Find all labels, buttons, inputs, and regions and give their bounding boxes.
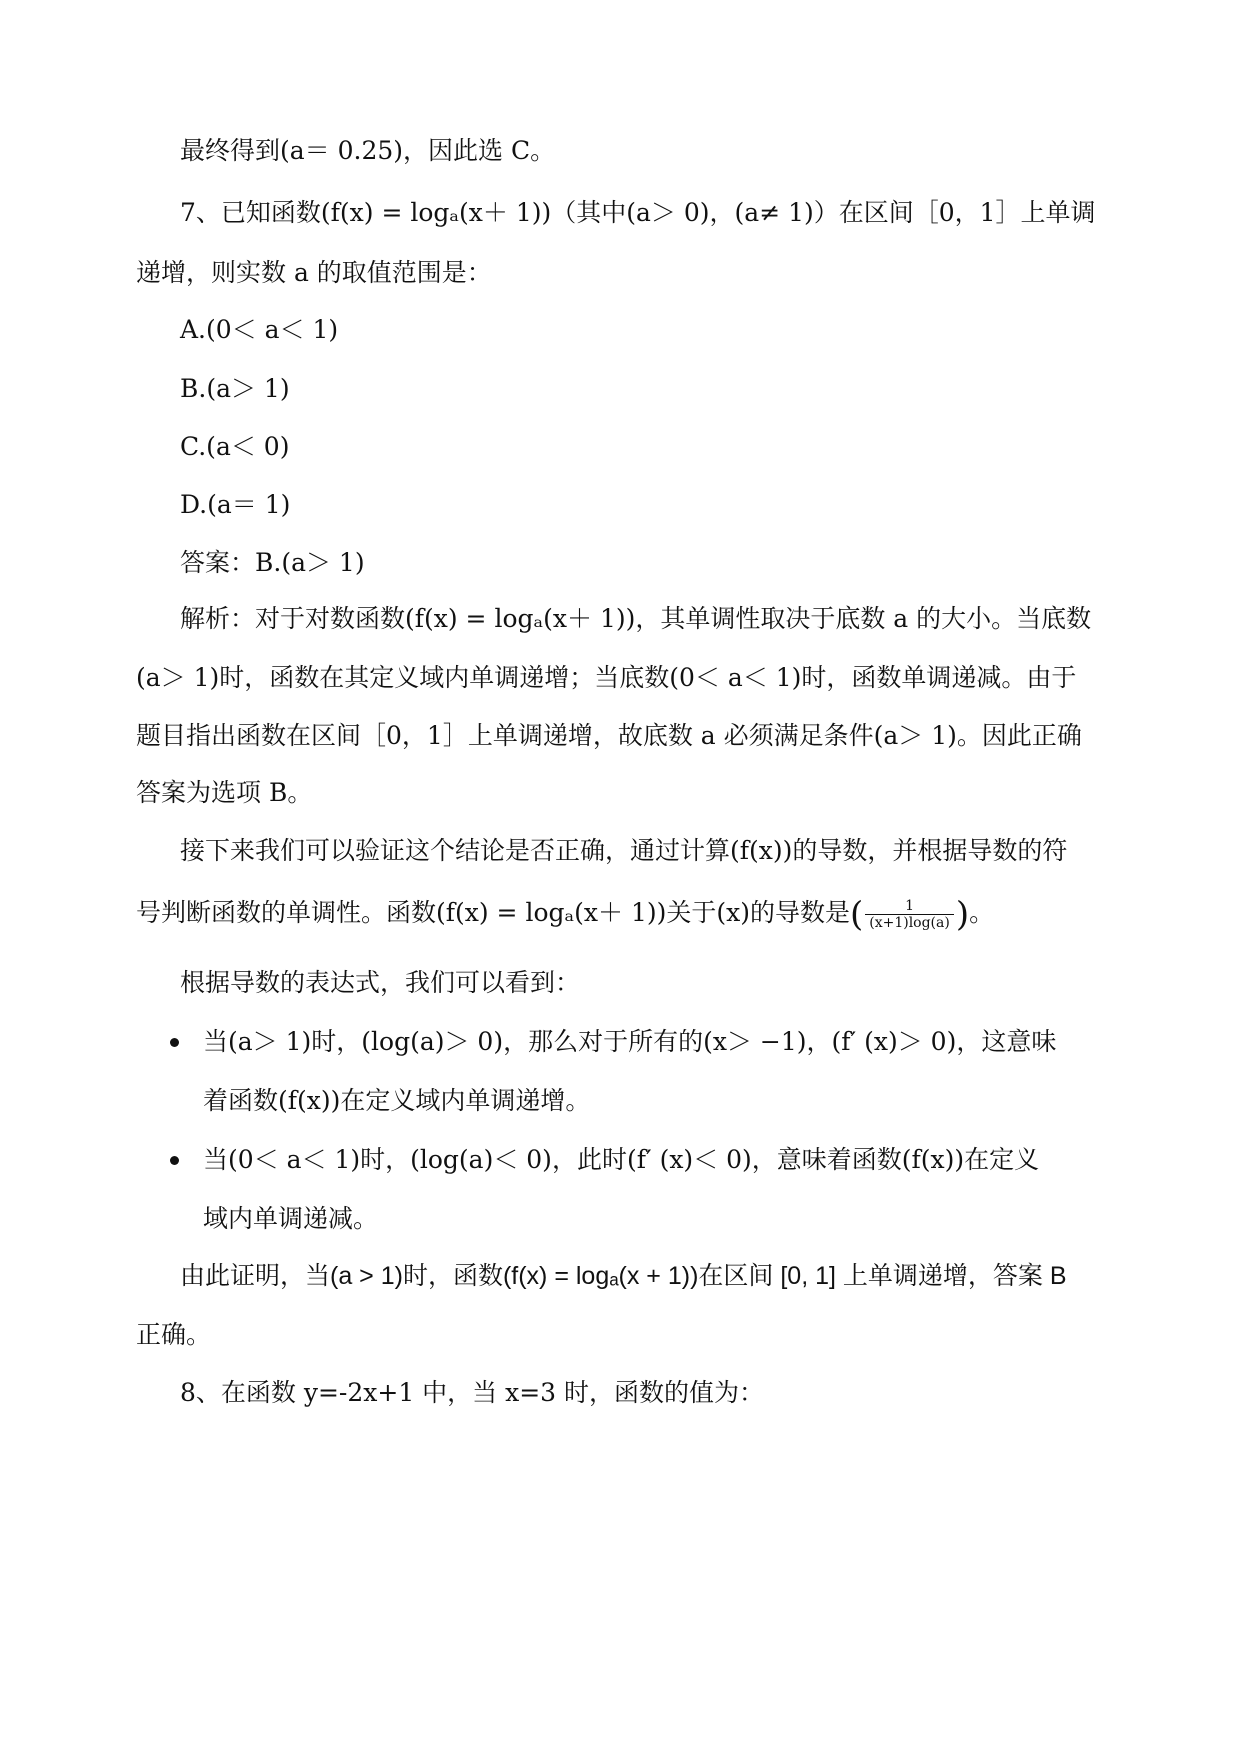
bullet-2-dot (170, 1156, 179, 1165)
bullet-2-line-1: 当(0＜ a＜ 1)时，(log(a)＜ 0)，此时(f′ (x)＜ 0)，意味着函数(f(x))在定义 (203, 1145, 1040, 1174)
explanation-line-2: (a＞ 1)时，函数在其定义域内单调递增；当底数(0＜ a＜ 1)时，函数单调递减。由于 (136, 663, 1077, 692)
explanation-line-3: 题目指出函数在区间［0，1］上单调递增，故底数 a 必须满足条件(a＞ 1)。因此正确 (136, 721, 1082, 750)
verification-end: 。 (969, 898, 995, 927)
fraction-denominator: (x+1)log(a) (869, 915, 950, 931)
bullet-1-line-1: 当(a＞ 1)时，(log(a)＞ 0)，那么对于所有的(x＞ −1)，(f′ (x)＞ 0)，这意味 (203, 1027, 1057, 1056)
see-line: 根据导数的表达式，我们可以看到： (180, 968, 581, 997)
verification-line-2 (136, 894, 995, 935)
option-d: D.(a＝ 1) (180, 490, 291, 519)
bullet-1-dot (170, 1038, 179, 1047)
question-7-line-1: 7、已知函数(f(x) = logₐ(x＋ 1))（其中(a＞ 0)，(a≠ 1)）在区间［0，1］上单调 (180, 198, 1096, 227)
conclusion-line-2: 正确。 (136, 1320, 212, 1349)
bullet-2-line-2: 域内单调递减。 (203, 1204, 379, 1233)
question-8: 8、在函数 y=-2x+1 中，当 x=3 时，函数的值为： (180, 1378, 765, 1407)
bullet-1-line-2: 着函数(f(x))在定义域内单调递增。 (203, 1086, 591, 1115)
fraction-numerator: 1 (865, 898, 954, 915)
line-final-answer-prev: 最终得到(a＝ 0.25)，因此选 C。 (180, 136, 556, 165)
explanation-line-4: 答案为选项 B。 (136, 778, 313, 807)
verification-line-1: 接下来我们可以验证这个结论是否正确，通过计算(f(x))的导数，并根据导数的符 (180, 836, 1068, 865)
answer-line: 答案：B.(a＞ 1) (180, 548, 365, 577)
paren-close: ) (955, 894, 970, 935)
conclusion-line-1: 由此证明，当(a > 1)时，函数(f(x) = logₐ(x + 1))在区间 [0, 1] 上单调递增，答案 B (180, 1262, 1067, 1290)
paren-open: ( (849, 894, 864, 935)
option-b: B.(a＞ 1) (180, 374, 290, 403)
question-7-line-2: 递增，则实数 a 的取值范围是： (136, 258, 492, 287)
derivative-fraction (865, 898, 954, 931)
option-a: A.(0＜ a＜ 1) (180, 315, 339, 344)
explanation-line-1: 解析：对于对数函数(f(x) = logₐ(x＋ 1))，其单调性取决于底数 a 的大小。当底数 (180, 604, 1092, 633)
option-c: C.(a＜ 0) (180, 432, 290, 461)
verification-text: 号判断函数的单调性。函数(f(x) = logₐ(x＋ 1))关于(x)的导数是 (136, 898, 850, 927)
